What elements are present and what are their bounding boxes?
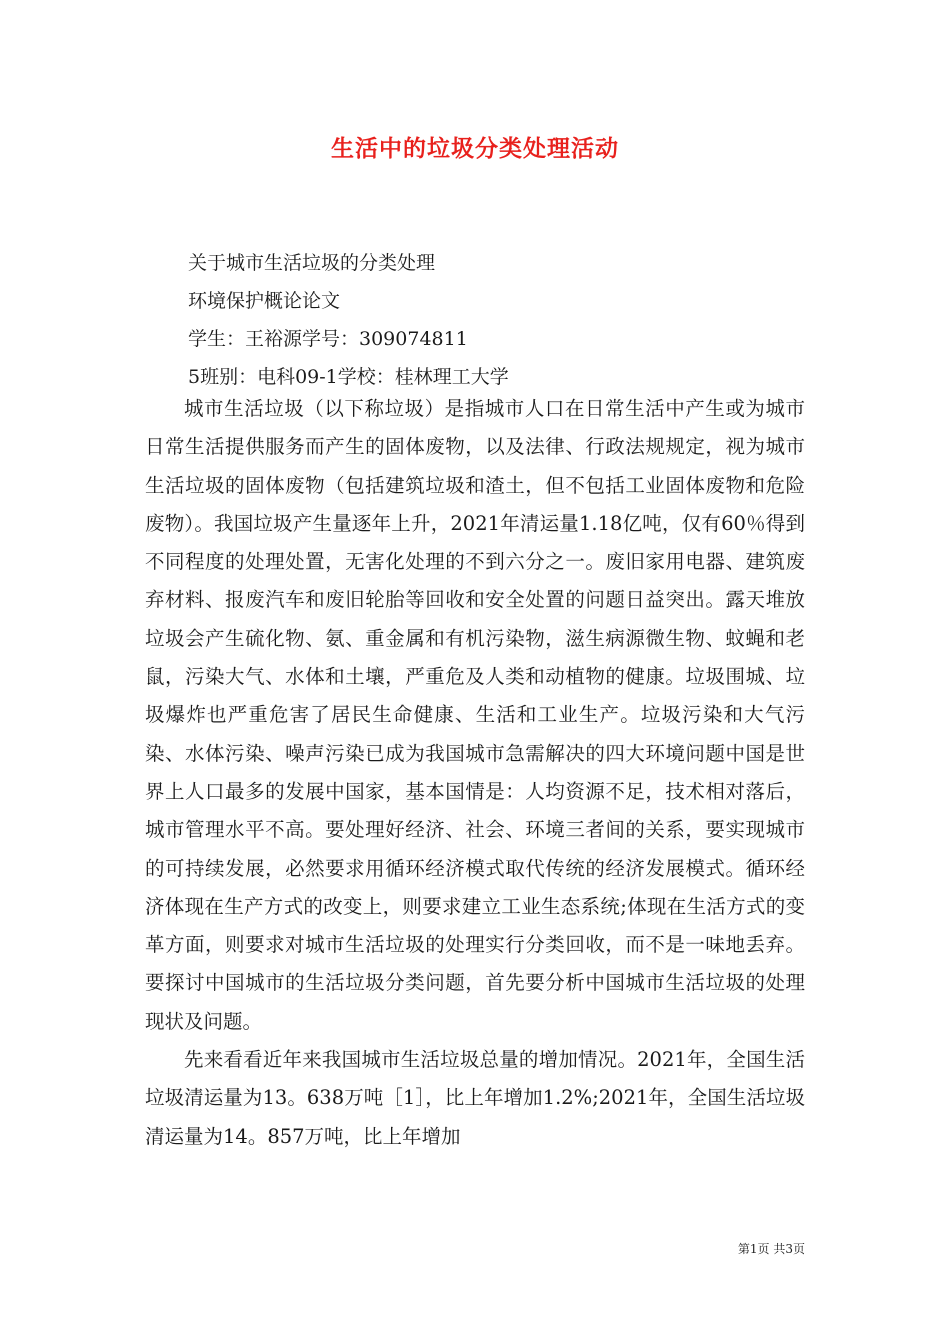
paragraph-intro: 城市生活垃圾（以下称垃圾）是指城市人口在日常生活中产生或为城市日常生活提供服务而产生的固体废物，以及法律、行政法规规定，视为城市生活垃圾的固体废物（包括建筑垃圾和渣土，但不包括工业固体废物和危险废物）。我国垃圾产生量逐年上升，2021年清运量1.18亿吨，仅有60％得到不同程度的处理处置，无害化处理的不到六分之一。废旧家用电器、建筑废弃材料、报废汽车和废旧轮胎等回收和安全处置的问题日益突出。露天堆放垃圾会产生硫化物、氨、重金属和有机污染物，滋生病源微生物、蚊蝇和老鼠，污染大气、水体和土壤，严重危及人类和动植物的健康。垃圾围城、垃圾爆炸也严重危害了居民生命健康、生活和工业生产。垃圾污染和大气污染、水体污染、噪声污染已成为我国城市急需解决的四大环境问题中国是世界上人口最多的发展中国家，基本国情是：人均资源不足，技术相对落后，城市管理水平不高。要处理好经济、社会、环境三者间的关系，要实现城市的可持续发展，必然要求用循环经济模式取代传统的经济发展模式。循环经济体现在生产方式的改变上，则要求建立工业生态系统;体现在生活方式的变革方面，则要求对城市生活垃圾的处理实行分类回收，而不是一味地丢弃。要探讨中国城市的生活垃圾分类问题，首先要分析中国城市生活垃圾的处理现状及问题。 [145, 397, 805, 1033]
meta-line-topic: 关于城市生活垃圾的分类处理 [188, 252, 436, 274]
meta-line-class-school: 5班别：电科09-1学校：桂林理工大学 [188, 366, 509, 388]
meta-block [188, 244, 828, 396]
meta-line-course: 环境保护概论论文 [188, 290, 341, 312]
meta-line-student: 学生：王裕源学号：309074811 [188, 328, 468, 350]
document-title: 生活中的垃圾分类处理活动 [331, 135, 619, 162]
paragraph-growth: 先来看看近年来我国城市生活垃圾总量的增加情况。2021年，全国生活垃圾清运量为13。638万吨［1］，比上年增加1.2%;2021年，全国生活垃圾清运量为14。857万吨，比上年增加 [145, 1048, 805, 1148]
page-footer: 第1页 共3页 [737, 1242, 805, 1256]
body-text [145, 390, 805, 1156]
